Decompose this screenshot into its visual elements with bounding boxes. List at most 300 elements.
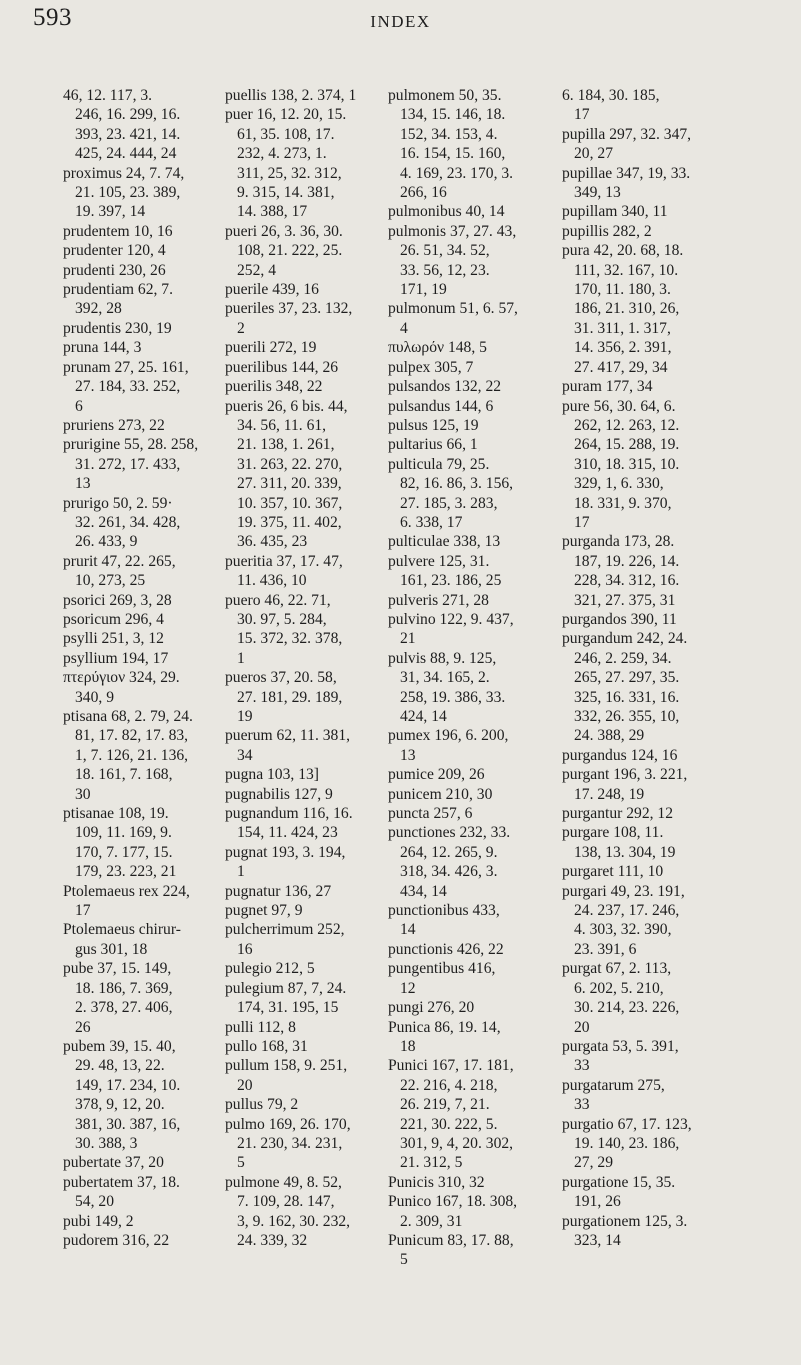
entry-headword-line: Ptolemaeus rex 224, [63, 882, 190, 900]
entry-headword-line: prudenti 230, 26 [63, 261, 166, 279]
index-entry [562, 746, 717, 765]
entry-continuation-line: 246, 16. 299, 16. [75, 106, 181, 124]
entry-headword-line: pulvis 88, 9. 125, [388, 649, 497, 667]
entry-continuation-line: 4. 169, 23. 170, 3. [400, 164, 514, 182]
index-entry [388, 823, 543, 901]
entry-headword-line: pulticulae 338, 13 [388, 533, 501, 551]
entry-headword-line: pullum 158, 9. 251, [225, 1057, 348, 1075]
index-entry [225, 1037, 380, 1056]
entry-headword-line: pugnatur 136, 27 [225, 882, 332, 900]
index-entry [63, 610, 218, 629]
entry-continuation-line: 152, 34. 153, 4. [400, 125, 498, 143]
entry-headword-line: pulvere 125, 31. [388, 552, 490, 570]
entry-headword-line: purgandum 242, 24. [562, 630, 688, 648]
index-entry [225, 726, 380, 765]
entry-continuation-line: 1, 7. 126, 21. 136, [75, 746, 189, 764]
entry-headword-line: prunam 27, 25. 161, [63, 358, 189, 376]
entry-continuation-line: 33 [574, 1057, 590, 1075]
index-entry [225, 1056, 380, 1095]
index-entry [63, 882, 218, 921]
entry-continuation-line: 18. 331, 9. 370, [574, 494, 672, 512]
entry-continuation-line: 6. 202, 5. 210, [574, 979, 664, 997]
entry-headword-line: pugnandum 116, 16. [225, 805, 353, 823]
index-entry [225, 105, 380, 221]
entry-headword-line: purgatione 15, 35. [562, 1173, 676, 1191]
entry-continuation-line: 27. 417, 29, 34 [574, 358, 668, 376]
index-entry [225, 785, 380, 804]
entry-continuation-line: 2. 378, 27. 406, [75, 999, 173, 1017]
entry-headword-line: punctionis 426, 22 [388, 940, 504, 958]
index-entry [63, 1153, 218, 1172]
entry-continuation-line: 27. 184, 33. 252, [75, 378, 181, 396]
entry-headword-line: purgat 67, 2. 113, [562, 960, 672, 978]
entry-continuation-line: 24. 388, 29 [574, 727, 645, 745]
entry-continuation-line: 434, 14 [400, 882, 447, 900]
entry-continuation-line: 149, 17. 234, 10. [75, 1076, 181, 1094]
index-entry [388, 338, 543, 357]
index-entry [63, 494, 218, 552]
entry-headword-line: Punico 167, 18. 308, [388, 1193, 518, 1211]
entry-headword-line: Punicum 83, 17. 88, [388, 1231, 514, 1249]
entry-continuation-line: 81, 17. 82, 17. 83, [75, 727, 189, 745]
entry-continuation-line: 20, 27 [574, 145, 613, 163]
entry-continuation-line: 19. 397, 14 [75, 203, 146, 221]
entry-continuation-line: 138, 13. 304, 19 [574, 843, 676, 861]
entry-headword-line: psyllium 194, 17 [63, 649, 169, 667]
entry-headword-line: puerilis 348, 22 [225, 378, 323, 396]
entry-continuation-line: 27. 181, 29. 189, [237, 688, 343, 706]
entry-continuation-line: 2 [237, 319, 245, 337]
index-entry [225, 280, 380, 299]
entry-continuation-line: 27. 185, 3. 283, [400, 494, 498, 512]
entry-continuation-line: 18. 161, 7. 168, [75, 766, 173, 784]
index-entry [388, 416, 543, 435]
entry-headword-line: pubi 149, 2 [63, 1212, 134, 1230]
index-entry [562, 1037, 717, 1076]
entry-continuation-line: 17 [574, 513, 590, 531]
entry-continuation-line: 30. 388, 3 [75, 1134, 138, 1152]
entry-continuation-line: 26. 219, 7, 21. [400, 1096, 490, 1114]
index-entry [562, 202, 717, 221]
entry-continuation-line: 31. 311, 1. 317, [574, 319, 671, 337]
entry-headword-line: pullo 168, 31 [225, 1037, 308, 1055]
index-entry [562, 241, 717, 377]
entry-headword-line: purgant 196, 3. 221, [562, 766, 688, 784]
index-entry [225, 979, 380, 1018]
entry-continuation-line: 191, 26 [574, 1193, 621, 1211]
index-entry [562, 823, 717, 862]
index-entry [63, 1037, 218, 1153]
index-entry [388, 959, 543, 998]
entry-headword-line: pudorem 316, 22 [63, 1231, 170, 1249]
entry-continuation-line: 111, 32. 167, 10. [574, 261, 679, 279]
entry-headword-line: pueros 37, 20. 58, [225, 669, 337, 687]
index-entry [562, 804, 717, 823]
index-entry [225, 668, 380, 726]
entry-continuation-line: gus 301, 18 [75, 940, 148, 958]
entry-headword-line: pupillam 340, 11 [562, 203, 668, 221]
entry-continuation-line: 262, 12. 263, 12. [574, 416, 680, 434]
entry-headword-line: pugnabilis 127, 9 [225, 785, 333, 803]
entry-continuation-line: 301, 9, 4, 20. 302, [400, 1134, 514, 1152]
entry-continuation-line: 329, 1, 6. 330, [574, 475, 664, 493]
entry-continuation-line: 13 [75, 475, 91, 493]
entry-continuation-line: 14. 356, 2. 391, [574, 339, 672, 357]
index-entry [225, 843, 380, 882]
entry-continuation-line: 392, 28 [75, 300, 122, 318]
index-entry [225, 338, 380, 357]
index-entry [63, 1231, 218, 1250]
index-entry [562, 164, 717, 203]
entry-headword-line: pueritia 37, 17. 47, [225, 552, 343, 570]
entry-headword-line: pueri 26, 3. 36, 30. [225, 222, 343, 240]
entry-continuation-line: 10, 273, 25 [75, 572, 146, 590]
entry-continuation-line: 170, 7. 177, 15. [75, 843, 173, 861]
entry-continuation-line: 30. 214, 23. 226, [574, 999, 680, 1017]
index-entry [388, 222, 543, 300]
entry-headword-line: pulmonum 51, 6. 57, [388, 300, 518, 318]
entry-headword-line: pulvino 122, 9. 437, [388, 610, 514, 628]
index-entry [388, 649, 543, 727]
index-entry [225, 901, 380, 920]
entry-headword-line: pungentibus 416, [388, 960, 496, 978]
entry-continuation-line: 12 [400, 979, 416, 997]
index-column-4 [562, 86, 717, 1250]
entry-continuation-line: 246, 2. 259, 34. [574, 649, 672, 667]
index-entry [562, 1115, 717, 1173]
entry-continuation-line: 378, 9, 12, 20. [75, 1096, 165, 1114]
index-entry [225, 1173, 380, 1251]
entry-headword-line: Punici 167, 17. 181, [388, 1057, 514, 1075]
entry-continuation-line: 381, 30. 387, 16, [75, 1115, 181, 1133]
entry-continuation-line: 325, 16. 331, 16. [574, 688, 680, 706]
entry-continuation-line: 5 [237, 1154, 245, 1172]
index-entry [225, 1115, 380, 1173]
index-entry [63, 1212, 218, 1231]
index-entry [225, 397, 380, 552]
index-entry [388, 86, 543, 202]
entry-headword-line: 46, 12. 117, 3. [63, 87, 153, 104]
entry-headword-line: puellis 138, 2. 374, 1 [225, 87, 357, 104]
entry-continuation-line: 3, 9. 162, 30. 232, [237, 1212, 351, 1230]
entry-continuation-line: 266, 16 [400, 184, 447, 202]
entry-continuation-line: 5 [400, 1251, 408, 1269]
entry-headword-line: pulmone 49, 8. 52, [225, 1173, 342, 1191]
entry-headword-line: pulmonibus 40, 14 [388, 203, 505, 221]
index-entry [562, 86, 717, 125]
entry-headword-line: pulcherrimum 252, [225, 921, 345, 939]
index-entry [388, 397, 543, 416]
entry-headword-line: puncta 257, 6 [388, 805, 473, 823]
entry-continuation-line: 265, 27. 297, 35. [574, 669, 680, 687]
entry-headword-line: purganda 173, 28. [562, 533, 675, 551]
index-entry [388, 591, 543, 610]
entry-continuation-line: 4. 303, 32. 390, [574, 921, 672, 939]
entry-headword-line: puerile 439, 16 [225, 281, 319, 299]
entry-headword-line: pugna 103, 13] [225, 766, 319, 784]
index-entry [63, 338, 218, 357]
entry-continuation-line: 11. 436, 10 [237, 572, 307, 590]
entry-continuation-line: 9. 315, 14. 381, [237, 184, 335, 202]
entry-continuation-line: 349, 13 [574, 184, 621, 202]
index-entry [63, 222, 218, 241]
entry-headword-line: pura 42, 20. 68, 18. [562, 242, 684, 260]
entry-headword-line: puerili 272, 19 [225, 339, 317, 357]
entry-headword-line: pupilla 297, 32. 347, [562, 125, 692, 143]
entry-headword-line: punctionibus 433, [388, 902, 500, 920]
index-column-1 [63, 86, 218, 1250]
entry-continuation-line: 21. 230, 34. 231, [237, 1134, 343, 1152]
entry-headword-line: prudentem 10, 16 [63, 222, 173, 240]
entry-headword-line: pulticula 79, 25. [388, 455, 490, 473]
entry-continuation-line: 36. 435, 23 [237, 533, 308, 551]
entry-headword-line: pulpex 305, 7 [388, 358, 474, 376]
entry-continuation-line: 16. 154, 15. 160, [400, 145, 506, 163]
entry-headword-line: pulveris 271, 28 [388, 591, 489, 609]
entry-continuation-line: 109, 11. 169, 9. [75, 824, 172, 842]
index-entry [225, 882, 380, 901]
entry-continuation-line: 2. 309, 31 [400, 1212, 463, 1230]
index-entry [63, 280, 218, 319]
entry-continuation-line: 18. 186, 7. 369, [75, 979, 173, 997]
index-entry [562, 1076, 717, 1115]
entry-headword-line: psylli 251, 3, 12 [63, 630, 164, 648]
entry-continuation-line: 17. 248, 19 [574, 785, 645, 803]
index-entry [388, 202, 543, 221]
entry-headword-line: pugnat 193, 3. 194, [225, 843, 346, 861]
entry-continuation-line: 318, 34. 426, 3. [400, 863, 498, 881]
index-entry [63, 629, 218, 648]
entry-continuation-line: 21. 105, 23. 389, [75, 184, 181, 202]
entry-continuation-line: 264, 15. 288, 19. [574, 436, 680, 454]
entry-continuation-line: 4 [400, 319, 408, 337]
entry-headword-line: pulmo 169, 26. 170, [225, 1115, 351, 1133]
entry-headword-line: pube 37, 15. 149, [63, 960, 172, 978]
index-entry [388, 785, 543, 804]
entry-headword-line: puram 177, 34 [562, 378, 653, 396]
index-column-3 [388, 86, 543, 1270]
entry-headword-line: prudentis 230, 19 [63, 319, 172, 337]
index-entry [225, 959, 380, 978]
index-entry [225, 358, 380, 377]
entry-continuation-line: 171, 19 [400, 281, 447, 299]
index-entry [63, 319, 218, 338]
index-entry [388, 1018, 543, 1057]
entry-continuation-line: 26. 433, 9 [75, 533, 138, 551]
entry-headword-line: proximus 24, 7. 74, [63, 164, 185, 182]
entry-headword-line: purgatio 67, 17. 123, [562, 1115, 692, 1133]
entry-continuation-line: 179, 23. 223, 21 [75, 863, 177, 881]
entry-continuation-line: 20 [574, 1018, 590, 1036]
index-entry [562, 629, 717, 745]
entry-continuation-line: 24. 237, 17. 246, [574, 902, 680, 920]
entry-continuation-line: 30 [75, 785, 91, 803]
entry-headword-line: puer 16, 12. 20, 15. [225, 106, 347, 124]
index-entry [388, 435, 543, 454]
entry-continuation-line: 22. 216, 4. 218, [400, 1076, 498, 1094]
index-entry [562, 125, 717, 164]
entry-continuation-line: 61, 35. 108, 17. [237, 125, 335, 143]
entry-headword-line: πυλωρόν 148, 5 [388, 339, 487, 357]
running-head: INDEX [370, 12, 431, 31]
entry-continuation-line: 21. 312, 5 [400, 1154, 463, 1172]
entry-headword-line: pueriles 37, 23. 132, [225, 300, 353, 318]
entry-headword-line: Ptolemaeus chirur- [63, 921, 181, 939]
index-entry [63, 804, 218, 882]
entry-headword-line: puerilibus 144, 26 [225, 358, 339, 376]
entry-continuation-line: 26 [75, 1018, 91, 1036]
entry-continuation-line: 31. 272, 17. 433, [75, 455, 181, 473]
entry-continuation-line: 33. 56, 12, 23. [400, 261, 490, 279]
entry-headword-line: pubertate 37, 20 [63, 1154, 164, 1172]
entry-headword-line: Punica 86, 19. 14, [388, 1018, 501, 1036]
entry-headword-line: purgandus 124, 16 [562, 746, 678, 764]
entry-continuation-line: 33 [574, 1096, 590, 1114]
entry-headword-line: purgantur 292, 12 [562, 805, 674, 823]
entry-headword-line: psorici 269, 3, 28 [63, 591, 172, 609]
entry-continuation-line: 393, 23. 421, 14. [75, 125, 181, 143]
entry-continuation-line: 252, 4 [237, 261, 276, 279]
entry-headword-line: pulli 112, 8 [225, 1018, 296, 1036]
index-entry [225, 377, 380, 396]
index-entry [388, 765, 543, 784]
entry-continuation-line: 221, 30. 222, 5. [400, 1115, 498, 1133]
entry-headword-line: pumice 209, 26 [388, 766, 485, 784]
entry-headword-line: pugnet 97, 9 [225, 902, 303, 920]
entry-continuation-line: 13 [400, 746, 416, 764]
index-entry [225, 920, 380, 959]
entry-continuation-line: 20 [237, 1076, 253, 1094]
index-entry [562, 862, 717, 881]
entry-headword-line: pumex 196, 6. 200, [388, 727, 509, 745]
entry-continuation-line: 21 [400, 630, 416, 648]
entry-headword-line: pulsandos 132, 22 [388, 378, 502, 396]
index-entry [388, 358, 543, 377]
entry-headword-line: prurigo 50, 2. 59· [63, 494, 173, 512]
entry-continuation-line: 14 [400, 921, 416, 939]
entry-continuation-line: 18 [400, 1037, 416, 1055]
entry-headword-line: prudenter 120, 4 [63, 242, 166, 260]
entry-continuation-line: 311, 25, 32. 312, [237, 164, 342, 182]
entry-continuation-line: 170, 11. 180, 3. [574, 281, 671, 299]
entry-headword-line: pulegio 212, 5 [225, 960, 315, 978]
index-entry [388, 726, 543, 765]
index-entry [63, 358, 218, 416]
entry-continuation-line: 6 [75, 397, 83, 415]
index-entry [388, 455, 543, 533]
index-entry [63, 164, 218, 222]
index-entry [63, 416, 218, 435]
entry-headword-line: pruriens 273, 22 [63, 416, 165, 434]
index-entry [388, 532, 543, 551]
index-entry [388, 377, 543, 396]
entry-continuation-line: 17 [574, 106, 590, 124]
entry-headword-line: puerum 62, 11. 381, [225, 727, 351, 745]
index-entry [225, 552, 380, 591]
index-column-2 [225, 86, 380, 1250]
entry-headword-line: purgare 108, 11. [562, 824, 664, 842]
index-columns [0, 86, 801, 1356]
entry-continuation-line: 7. 109, 28. 147, [237, 1193, 335, 1211]
index-entry [562, 1212, 717, 1251]
index-entry [388, 552, 543, 591]
index-entry [562, 1173, 717, 1212]
index-entry [63, 86, 218, 164]
entry-headword-line: pubem 39, 15. 40, [63, 1037, 176, 1055]
entry-continuation-line: 14. 388, 17 [237, 203, 308, 221]
entry-continuation-line: 321, 27. 375, 31 [574, 591, 676, 609]
index-entry [225, 299, 380, 338]
entry-continuation-line: 27, 29 [574, 1154, 613, 1172]
entry-continuation-line: 258, 19. 386, 33. [400, 688, 506, 706]
entry-continuation-line: 16 [237, 940, 253, 958]
entry-continuation-line: 31. 263, 22. 270, [237, 455, 343, 473]
index-entry [63, 241, 218, 260]
index-entry [225, 591, 380, 669]
entry-continuation-line: 332, 26. 355, 10, [574, 708, 680, 725]
entry-headword-line: pulegium 87, 7, 24. [225, 979, 347, 997]
index-entry [562, 532, 717, 610]
entry-continuation-line: 24. 339, 32 [237, 1231, 308, 1249]
entry-headword-line: punicem 210, 30 [388, 785, 493, 803]
entry-continuation-line: 26. 51, 34. 52, [400, 242, 490, 260]
entry-continuation-line: 23. 391, 6 [574, 940, 637, 958]
index-entry [225, 765, 380, 784]
entry-headword-line: prurit 47, 22. 265, [63, 552, 176, 570]
entry-headword-line: pungi 276, 20 [388, 999, 475, 1017]
entry-continuation-line: 232, 4. 273, 1. [237, 145, 327, 163]
index-entry [562, 765, 717, 804]
index-entry [225, 1095, 380, 1114]
entry-continuation-line: 19 [237, 708, 253, 725]
entry-continuation-line: 154, 11. 424, 23 [237, 824, 338, 842]
entry-continuation-line: 264, 12. 265, 9. [400, 843, 498, 861]
entry-headword-line: pullus 79, 2 [225, 1096, 299, 1114]
entry-continuation-line: 10. 357, 10. 367, [237, 494, 343, 512]
index-entry [63, 668, 218, 707]
entry-headword-line: pupillis 282, 2 [562, 222, 652, 240]
entry-continuation-line: 19. 375, 11. 402, [237, 513, 342, 531]
index-entry [225, 222, 380, 280]
entry-continuation-line: 425, 24. 444, 24 [75, 145, 177, 163]
index-entry [63, 552, 218, 591]
index-entry [225, 804, 380, 843]
index-entry [388, 299, 543, 338]
entry-continuation-line: 161, 23. 186, 25 [400, 572, 502, 590]
entry-headword-line: prudentiam 62, 7. [63, 281, 174, 299]
entry-headword-line: puero 46, 22. 71, [225, 591, 331, 609]
index-entry [225, 86, 380, 105]
page-number: 593 [33, 4, 72, 31]
entry-headword-line: pueris 26, 6 bis. 44, [225, 397, 348, 415]
index-entry [562, 882, 717, 960]
entry-continuation-line: 54, 20 [75, 1193, 114, 1211]
index-entry [388, 1231, 543, 1270]
entry-headword-line: pulsandus 144, 6 [388, 397, 494, 415]
index-entry [63, 261, 218, 280]
index-entry [562, 397, 717, 533]
entry-headword-line: Punicis 310, 32 [388, 1173, 485, 1191]
entry-continuation-line: 323, 14 [574, 1231, 621, 1249]
index-entry [562, 610, 717, 629]
entry-continuation-line: 17 [75, 902, 91, 920]
index-entry [388, 901, 543, 940]
entry-headword-line: purgata 53, 5. 391, [562, 1037, 679, 1055]
index-entry [388, 1192, 543, 1231]
entry-continuation-line: 1 [237, 649, 245, 667]
index-entry [388, 1173, 543, 1192]
index-entry [562, 222, 717, 241]
